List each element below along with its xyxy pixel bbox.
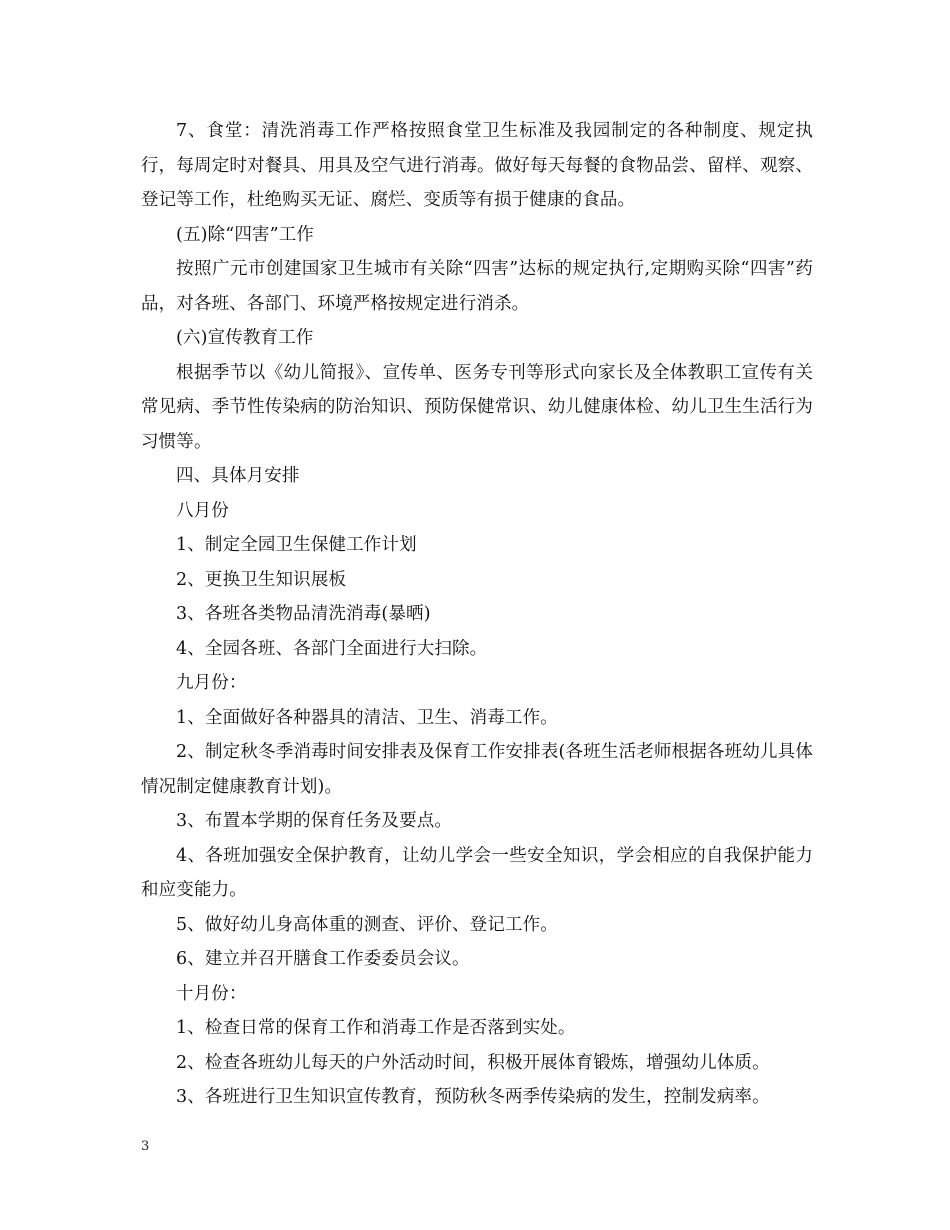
list-item: 4、各班加强安全保护教育，让幼儿学会一些安全知识，学会相应的自我保护能力和应变能力。	[141, 845, 813, 900]
list-item: 3、各班进行卫生知识宣传教育，预防秋冬两季传染病的发生，控制发病率。	[176, 1087, 770, 1107]
list-item: 4、全园各班、各部门全面进行大扫除。	[176, 638, 488, 659]
list-item: 2、更换卫生知识展板	[176, 569, 347, 590]
heading-october: 十月份：	[176, 983, 247, 1004]
paragraph-publicity-education: 根据季节以《幼儿简报》、宣传单、医务专刊等形式向家长及全体教职工宣传有关常见病、季节性传染病的防治知识、预防保健常识、幼儿健康体检、幼儿卫生生活行为习惯等。	[141, 362, 813, 452]
heading-august: 八月份	[176, 500, 229, 521]
paragraph-canteen: 7、食堂：清洗消毒工作严格按照食堂卫生标准及我园制定的各种制度、规定执行，每周定时对餐具、用具及空气进行消毒。做好每天每餐的食物品尝、留样、观察、登记等工作，杜绝购买无证、腐烂、变质等有损于健康的食品。	[141, 121, 813, 210]
document-body	[141, 114, 813, 1115]
list-item: 2、检查各班幼儿每天的户外活动时间，积极开展体育锻炼，增强幼儿体质。	[176, 1052, 770, 1073]
list-item: 3、各班各类物品清洗消毒(暴晒)	[176, 604, 431, 624]
list-item: 2、制定秋冬季消毒时间安排表及保育工作安排表(各班生活老师根据各班幼儿具体情况制定健康教育计划)。	[141, 742, 813, 797]
paragraph-pest-control: 按照广元市创建国家卫生城市有关除“四害”达标的规定执行,定期购买除“四害”药品，对各班、各部门、环境严格按规定进行消杀。	[141, 259, 813, 314]
list-item: 5、做好幼儿身高体重的测查、评价、登记工作。	[176, 914, 558, 935]
heading-publicity-education: (六)宣传教育工作	[176, 328, 314, 348]
list-item: 1、制定全园卫生保健工作计划	[176, 535, 417, 555]
heading-september: 九月份：	[176, 673, 247, 693]
list-item: 6、建立并召开膳食工作委委员会议。	[176, 949, 470, 969]
list-item: 3、布置本学期的保育任务及要点。	[176, 811, 453, 831]
heading-monthly-schedule: 四、具体月安排	[176, 466, 300, 486]
list-item: 1、全面做好各种器具的清洁、卫生、消毒工作。	[176, 707, 558, 728]
page-number: 3	[141, 1139, 150, 1154]
list-item: 1、检查日常的保育工作和消毒工作是否落到实处。	[176, 1018, 576, 1038]
heading-pest-control: (五)除“四害”工作	[176, 224, 315, 245]
